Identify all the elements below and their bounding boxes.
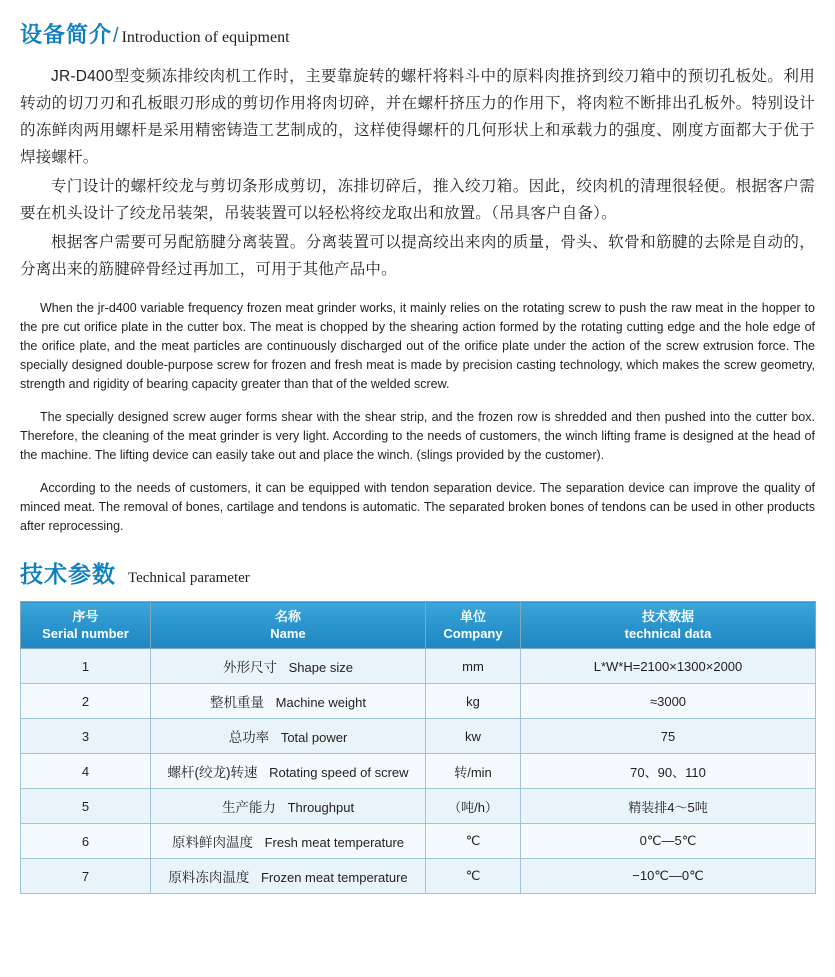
- intro-cn-paragraph-1: JR-D400型变频冻排绞肉机工作时，主要靠旋转的螺杆将料斗中的原料肉推挤到绞刀箱中的预切孔板处。利用转动的切刀刃和孔板眼刃形成的剪切作用将肉切碎，并在螺杆挤压力的作用下，将肉粒不断排出孔板外。特别设计的冻鲜肉两用螺杆是采用精密铸造工艺制成的，这样使得螺杆的几何形状上和承载力的强度、刚度方面都大于优于焊接螺杆。: [20, 68, 815, 166]
- row-serial-number: 5: [21, 789, 151, 824]
- intro-english-body: [20, 299, 815, 536]
- intro-heading-cn: 设备简介: [20, 22, 113, 47]
- row-unit: kw: [426, 719, 521, 754]
- tech-heading-en: Technical parameter: [128, 570, 250, 586]
- intro-chinese-body: [20, 63, 815, 283]
- row-name-cn: 整机重量: [210, 695, 265, 710]
- table-row: [21, 754, 816, 789]
- row-serial-number: 3: [21, 719, 151, 754]
- row-unit: 转/min: [426, 754, 521, 789]
- row-serial-number: 7: [21, 859, 151, 894]
- intro-cn-paragraph-3: 根据客户需要可另配筋腱分离装置。分离装置可以提高绞出来肉的质量，骨头、软骨和筋腱的去除是自动的，分离出来的筋腱碎骨经过再加工，可用于其他产品中。: [20, 234, 815, 278]
- table-row: [21, 719, 816, 754]
- row-name: [151, 789, 426, 824]
- column-header-technical-data: [521, 602, 816, 649]
- tech-heading-cn: 技术参数: [20, 561, 116, 587]
- spec-table-header-row: [21, 602, 816, 649]
- row-value: 75: [521, 719, 816, 754]
- table-row: [21, 649, 816, 684]
- intro-en-paragraph-3: According to the needs of customers, it can be equipped with tendon separation device. The separation device can improve the quality of minced meat. The removal of bones, cartilage and tendons is automatic. The separated broken bones of tendons can be used in other products after reprocessing.: [20, 481, 815, 533]
- row-name: [151, 824, 426, 859]
- intro-en-paragraph-1: When the jr-d400 variable frequency frozen meat grinder works, it mainly relies on the rotating screw to push the raw meat in the hopper to the pre cut orifice plate in the cutter box. The meat is chopped by the shearing action formed by the rotating cutting edge and the hole edge of the orifice plate, and the meat particles are continuously discharged out of the orifice plate under the action of the screw extrusion force. The specially designed double-purpose screw for frozen and fresh meat is made by precision casting technology, which makes the screw geometry, strength and rigidity of bearing capacity greater than that of the welded screw.: [20, 301, 815, 391]
- row-serial-number: 4: [21, 754, 151, 789]
- column-header-name: [151, 602, 426, 649]
- intro-heading-separator: /: [113, 25, 119, 47]
- row-name: [151, 684, 426, 719]
- row-value: 精装排4～5吨: [521, 789, 816, 824]
- row-name-en: Shape size: [288, 660, 353, 675]
- row-value: −10℃—0℃: [521, 859, 816, 894]
- row-name-en: Throughput: [287, 800, 355, 815]
- row-name: [151, 719, 426, 754]
- row-value: 0℃—5℃: [521, 824, 816, 859]
- row-name-cn: 螺杆(绞龙)转速: [167, 765, 258, 780]
- table-row: [21, 789, 816, 824]
- column-header-technical-data-cn: 技术数据: [641, 609, 694, 624]
- column-header-unit-en: Company: [443, 626, 503, 641]
- row-name-en: Rotating speed of screw: [269, 765, 409, 780]
- column-header-unit-cn: 单位: [459, 609, 486, 624]
- row-name: [151, 859, 426, 894]
- row-name-cn: 生产能力: [221, 800, 276, 815]
- column-header-name-cn: 名称: [274, 609, 301, 624]
- row-name: [151, 649, 426, 684]
- row-unit: ℃: [426, 859, 521, 894]
- row-name-cn: 总功率: [228, 730, 270, 745]
- table-row: [21, 824, 816, 859]
- column-header-name-en: Name: [270, 626, 306, 641]
- row-name-cn: 外形尺寸: [223, 660, 278, 675]
- table-row: [21, 684, 816, 719]
- intro-heading-en: Introduction of equipment: [121, 29, 290, 46]
- row-name-en: Frozen meat temperature: [260, 870, 408, 885]
- row-name-en: Fresh meat temperature: [264, 835, 405, 850]
- column-header-technical-data-en: technical data: [624, 626, 712, 641]
- column-header-serial-number-cn: 序号: [72, 609, 99, 624]
- row-unit: kg: [426, 684, 521, 719]
- row-name-cn: 原料冻肉温度: [168, 870, 250, 885]
- row-name-cn: 原料鲜肉温度: [171, 835, 253, 850]
- row-value: L*W*H=2100×1300×2000: [521, 649, 816, 684]
- row-value: ≈3000: [521, 684, 816, 719]
- spec-table: [20, 601, 816, 894]
- row-unit: （吨/h）: [426, 789, 521, 824]
- column-header-unit: [426, 602, 521, 649]
- table-row: [21, 859, 816, 894]
- column-header-serial-number-en: Serial number: [42, 626, 129, 641]
- row-serial-number: 6: [21, 824, 151, 859]
- tech-parameter-heading: [20, 556, 815, 589]
- row-serial-number: 2: [21, 684, 151, 719]
- row-name: [151, 754, 426, 789]
- row-name-en: Machine weight: [275, 695, 366, 710]
- intro-en-paragraph-2: The specially designed screw auger forms shear with the shear strip, and the frozen row is shredded and then pushed into the cutter box. Therefore, the cleaning of the meat grinder is very light. According to the needs of customers, the winch lifting frame is designed at the head of the machine. The lifting device can easily take out and place the winch. (slings provided by the customer).: [20, 410, 815, 462]
- row-unit: mm: [426, 649, 521, 684]
- row-name-en: Total power: [280, 730, 348, 745]
- intro-heading: [20, 0, 815, 49]
- row-value: 70、90、110: [521, 754, 816, 789]
- row-serial-number: 1: [21, 649, 151, 684]
- column-header-serial-number: [21, 602, 151, 649]
- row-unit: ℃: [426, 824, 521, 859]
- intro-cn-paragraph-2: 专门设计的螺杆绞龙与剪切条形成剪切，冻排切碎后，推入绞刀箱。因此，绞肉机的清理很轻便。根据客户需要在机头设计了绞龙吊装架，吊装装置可以轻松将绞龙取出和放置。（吊具客户自备）。: [20, 178, 815, 222]
